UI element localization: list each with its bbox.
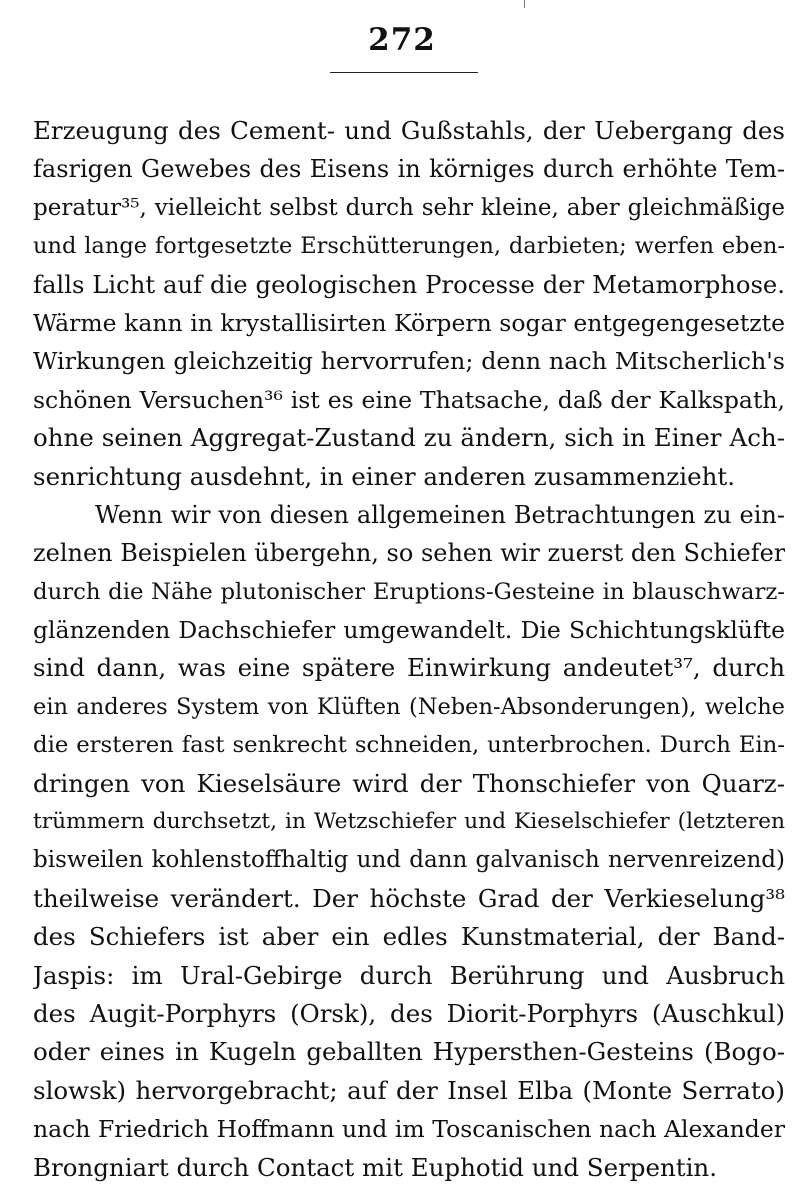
text-line: slowsk) hervorgebracht; auf der Insel Elba (Monte Serrato) xyxy=(33,1075,785,1105)
text-line: senrichtung ausdehnt, in einer anderen zusammenzieht. xyxy=(33,461,736,491)
header-rule xyxy=(330,72,478,73)
text-line: Wärme kann in krystallisirten Körpern sogar entgegengesetzte xyxy=(33,308,785,337)
text-line: die ersteren fast senkrecht schneiden, unterbrochen. Durch Ein- xyxy=(33,732,785,759)
text-line: peratur³⁵, vielleicht selbst durch sehr kleine, aber gleichmäßige xyxy=(33,194,785,221)
text-line: theilweise verändert. Der höchste Grad der Verkieselung³⁸ xyxy=(33,883,785,913)
scan-speck xyxy=(524,0,525,8)
text-line: schönen Versuchen³⁶ ist es eine Thatsache, daß der Kalkspath, xyxy=(33,385,785,414)
text-line: des Augit-Porphyrs (Orsk), des Diorit-Porphyrs (Auschkul) xyxy=(33,998,785,1028)
text-line: ein anderes System von Klüften (Neben-Absonderungen), welche xyxy=(33,693,785,720)
text-line: Wenn wir von diesen allgemeinen Betrachtungen zu ein- xyxy=(95,500,785,529)
text-line: zelnen Beispielen übergehn, so sehen wir zuerst den Schiefer xyxy=(33,539,785,568)
text-line: nach Friedrich Hoffmann und im Toscanischen nach Alexander xyxy=(33,1115,785,1144)
text-line: fasrigen Gewebes des Eisens in körniges durch erhöhte Tem- xyxy=(33,155,785,184)
text-line: und lange fortgesetzte Erschütterungen, darbieten; werfen eben- xyxy=(33,233,785,260)
text-line: Brongniart durch Contact mit Euphotid und Serpentin. xyxy=(33,1152,718,1182)
text-line: sind dann, was eine spätere Einwirkung andeutet³⁷, durch xyxy=(33,653,785,683)
page-number: 272 xyxy=(368,22,436,58)
text-line: Jaspis: im Ural-Gebirge durch Berührung und Ausbruch xyxy=(33,960,785,990)
text-line: oder eines in Kugeln geballten Hypersthen-Gesteins (Bogo- xyxy=(33,1037,785,1067)
text-line: ohne seinen Aggregat-Zustand zu ändern, sich in Einer Ach- xyxy=(33,423,785,453)
paragraph-1 xyxy=(33,112,785,496)
text-line: Erzeugung des Cement- und Gußstahls, der Uebergang des xyxy=(33,116,785,145)
text-line: falls Licht auf die geologischen Processe der Metamorphose. xyxy=(33,269,785,299)
text-line: dringen von Kieselsäure wird der Thonschiefer von Quarz- xyxy=(33,768,785,798)
paragraph-2 xyxy=(33,496,785,1187)
text-line: bisweilen kohlenstoffhaltig und dann galvanisch nervenreizend) xyxy=(33,847,785,874)
body-text xyxy=(33,112,785,1187)
text-line: glänzenden Dachschiefer umgewandelt. Die Schichtungsklüfte xyxy=(33,616,785,645)
text-line: trümmern durchsetzt, in Wetzschiefer und Kieselschiefer (letzteren xyxy=(33,809,785,835)
text-line: Wirkungen gleichzeitig hervorrufen; denn nach Mitscherlich's xyxy=(33,347,785,376)
text-line: des Schiefers ist aber ein edles Kunstmaterial, der Band- xyxy=(33,922,785,952)
text-line: durch die Nähe plutonischer Eruptions-Gesteine in blauschwarz- xyxy=(33,578,785,605)
